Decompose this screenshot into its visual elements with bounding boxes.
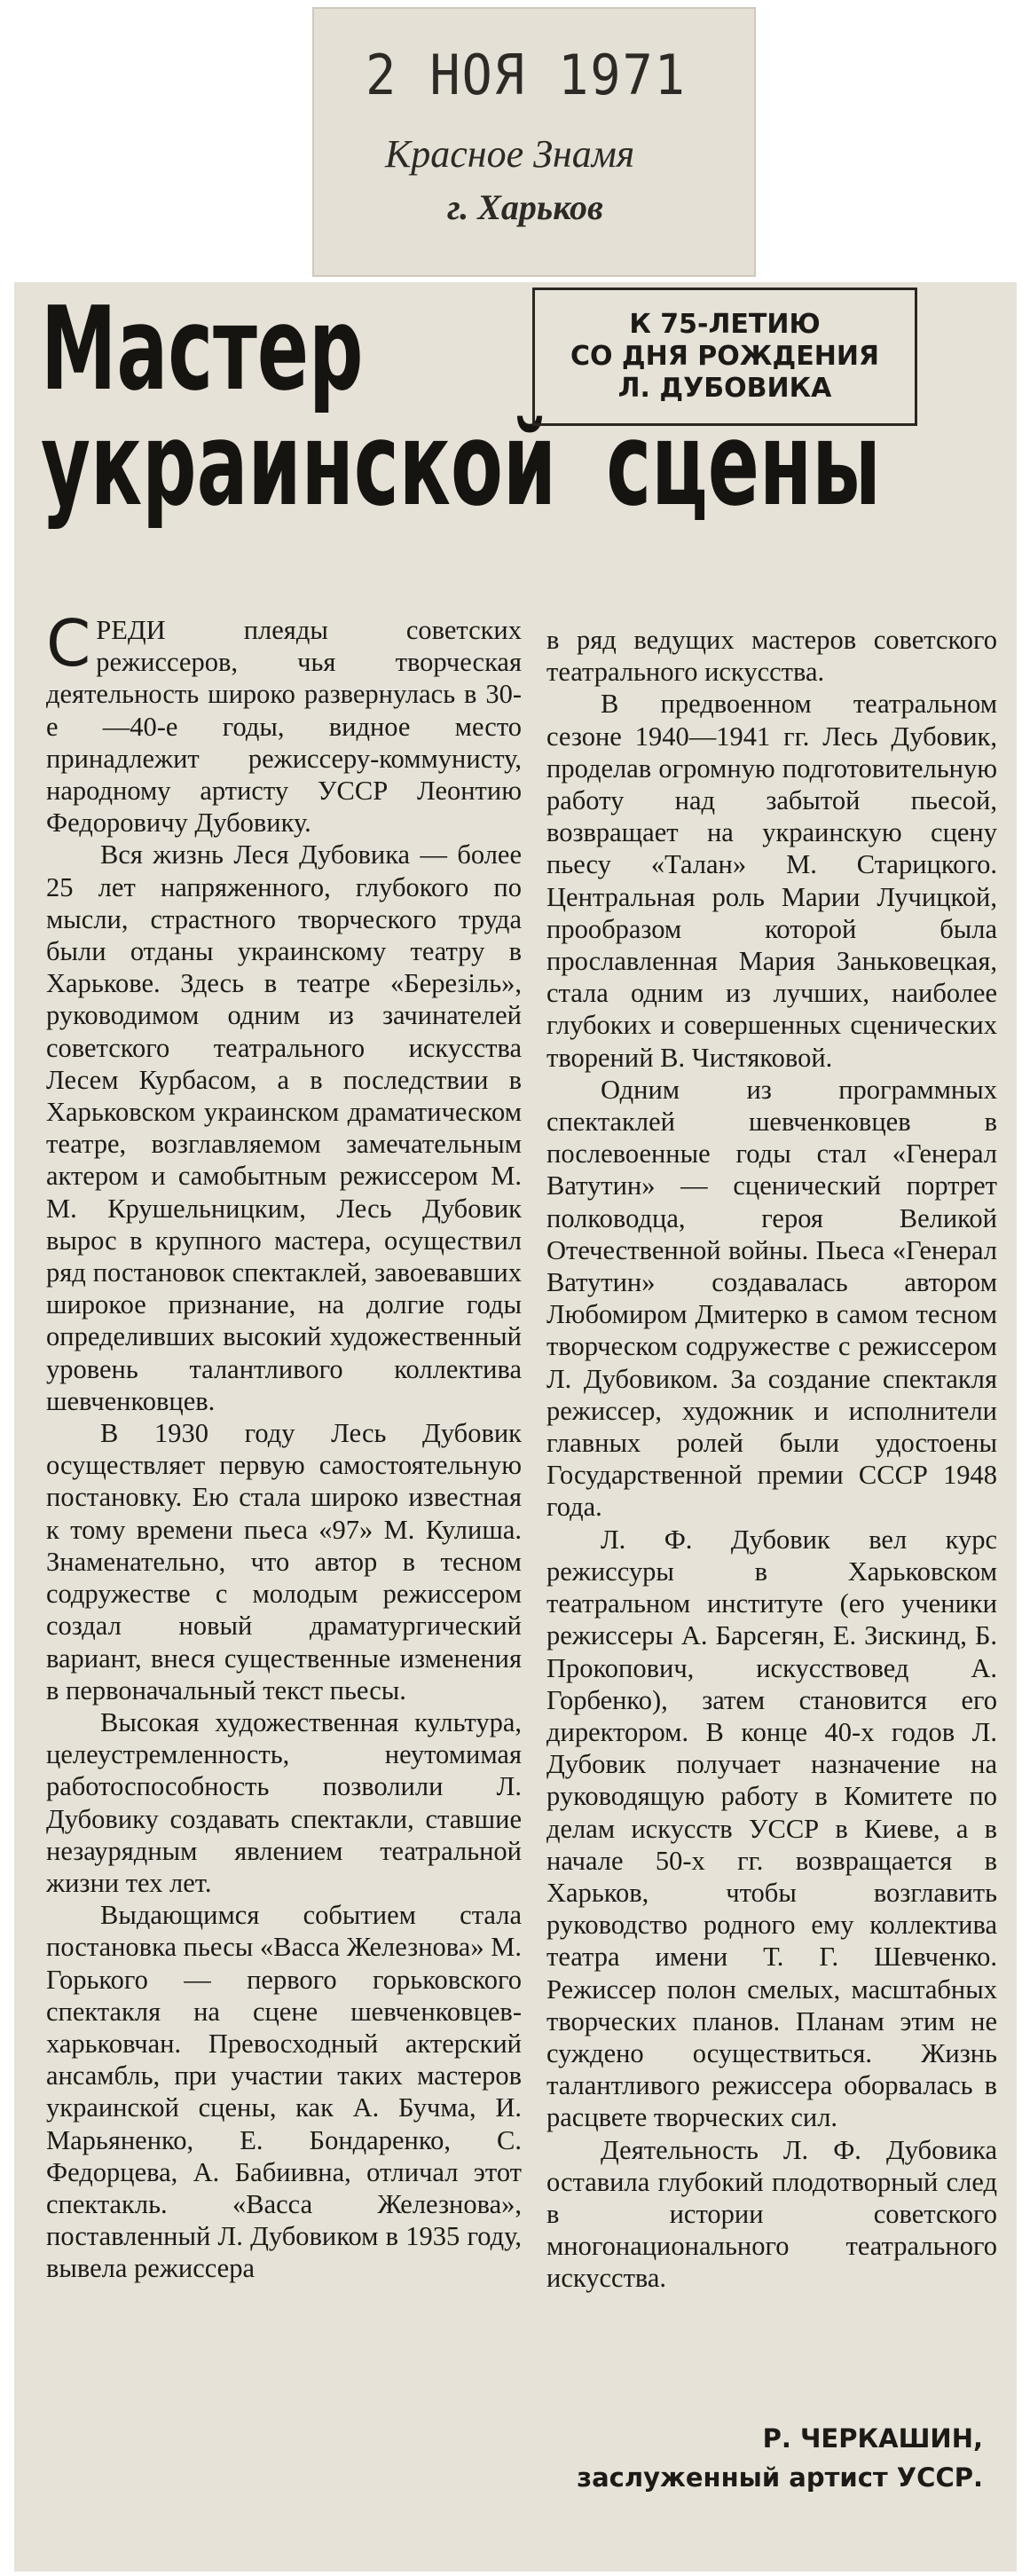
author-name: Р. ЧЕРКАШИН, xyxy=(762,2423,983,2454)
stamp-city: г. Харьков xyxy=(447,187,603,227)
article-column-right xyxy=(546,624,997,2295)
archive-stamp xyxy=(312,7,756,277)
newspaper-clipping xyxy=(14,282,1017,2572)
paragraph-6: В предвоенном театральном сезоне 1940—1941 гг. Лесь Дубовик, проделав огромную подготовительную работу над забытой пьесой, возвращает на украинскую сцену пьесу «Талан» М. Старицкого. Центральная роль Марии Лучицкой, прообразом которой была прославленная Мария Заньковецкая, стала одним из лучших, наиболее глубоких и совершенных сценических творений В. Чистяковой. xyxy=(546,689,997,1073)
paragraph-2: Вся жизнь Леся Дубовика — более 25 лет напряженного, глубокого по мысли, страстного творческого труда были отданы украинскому театру в Харькове. Здесь в театре «Березіль», руководимом одним из зачинателей советского театрального искусства Лесем Курбасом, а в последствии в Харьковском украинском драматическом театре, возглавляемом замечательным актером и самобытным режиссером М. М. Крушельницким, Лесь Дубовик вырос в крупного мастера, осуществил ряд постановок спектаклей, завоевавших широкое признание, на долгие годы определивших высокий художественный уровень талантливого коллектива шевченковцев. xyxy=(46,839,522,1416)
paragraph-5: Выдающимся событием стала постановка пьесы «Васса Железнова» М. Горького — первого горьковского спектакля на сцене шевченковцев-харьковчан. Превосходный актерский ансамбль, при участии таких мастеров украинской сцены, как А. Бучма, И. Марьяненко, Е. Бондаренко, С. Федорцева, А. Бабиивна, отличал этот спектакль. «Васса Железнова», поставленный Л. Дубовиком в 1935 году, вывела режиссера xyxy=(46,1900,522,2284)
paragraph-5-continued: в ряд ведущих мастеров советского театрального искусства. xyxy=(546,625,997,688)
author-title: заслуженный артист УССР. xyxy=(577,2462,983,2493)
author-signature xyxy=(577,2419,983,2497)
paragraph-7: Одним из программных спектаклей шевченковцев в послевоенные годы стал «Генерал Ватутин» — сценический портрет полководца, героя Великой Отечественной войны. Пьеса «Генерал Ватутин» создавалась автором Любомиром Дмитерко в самом тесном творческом содружестве с режиссером Л. Дубовиком. За создание спектакля режиссер, художник и исполнители главных ролей были удостоены Государственной премии СССР 1948 года. xyxy=(546,1074,997,1523)
stamp-date: 2 НОЯ 1971 xyxy=(366,43,687,107)
anniversary-rubric xyxy=(532,288,917,426)
rubric-line-3: Л. ДУБОВИКА xyxy=(617,373,832,404)
paragraph-8: Л. Ф. Дубовик вел курс режиссуры в Харьковском театральном институте (его ученики режиссеры А. Барсегян, Е. Зискинд, Б. Прокопович, искусствовед А. Горбенко), затем становится его директором. В конце 40-х годов Л. Дубовик получает назначение на руководящую работу в Комитете по делам искусств УССР в Киеве, а в начале 50-х гг. возвращается в Харьков, чтобы возглавить руководство родного ему коллектива театра имени Т. Г. Шевченко. Режиссер полон смелых, масштабных творческих планов. Планам этим не суждено осуществиться. Жизнь талантливого режиссера оборвалась в расцвете творческих сил. xyxy=(546,1524,997,2133)
paragraph-1 xyxy=(46,606,522,839)
rubric-line-1: К 75-ЛЕТИЮ xyxy=(629,309,821,340)
paragraph-3: В 1930 году Лесь Дубовик осуществляет первую самостоятельную постановку. Ею стала широко известная к тому времени пьеса «97» М. Кулиша. Знаменательно, что автор в тесном содружестве с молодым режиссером создал новый драматургический вариант, внеся существенные изменения в первоначальный текст пьесы. xyxy=(46,1418,522,1706)
paragraph-1-text: плеяды советских режиссеров, чья творческая деятельность широко развернулась в 30-е —40-е годы, видное место принадлежит режиссеру-коммунисту, народному артисту УССР Леонтию Федоровичу Дубовику. xyxy=(46,615,522,839)
headline-line-2: украинской сцены xyxy=(41,397,881,532)
article-column-left xyxy=(46,606,522,2285)
stamp-newspaper: Красное Знамя xyxy=(385,132,635,176)
rubric-line-2: СО ДНЯ РОЖДЕНИЯ xyxy=(570,341,880,372)
drop-cap: С xyxy=(46,606,91,681)
first-word: РЕДИ xyxy=(96,615,166,645)
paragraph-9: Деятельность Л. Ф. Дубовика оставила глубокий плодотворный след в истории советского многонационального театрального искусства. xyxy=(546,2134,997,2294)
paragraph-4: Высокая художественная культура, целеустремленность, неутомимая работоспособность позволили Л. Дубовику создавать спектакли, ставшие незаурядным явлением театральной жизни тех лет. xyxy=(46,1706,522,1898)
headline-line-1: Мастер xyxy=(41,281,364,416)
